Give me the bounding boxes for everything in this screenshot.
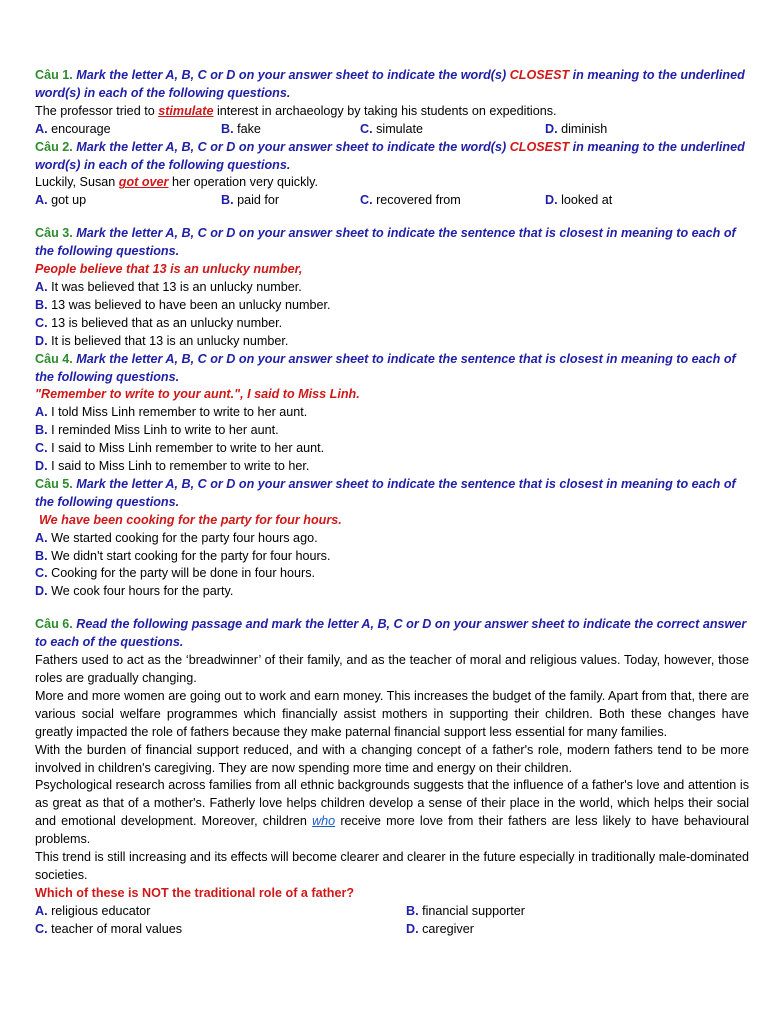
option-d[interactable] [35,583,749,601]
option-letter: C. [35,441,48,456]
option-text: paid for [237,193,280,208]
passage-paragraph-3: With the burden of financial support reduced, and with a changing concept of a father's role, modern fathers tend to be more involved in children's caregiving. They are now spending more time and energy on their children. [35,742,749,775]
option-letter: C. [35,921,48,936]
option-letter: A. [35,121,48,136]
option-text: I told Miss Linh remember to write to her aunt. [51,405,308,420]
question-6-options-row-2 [35,921,749,939]
option-text: diminish [561,121,608,136]
question-4-instruction: Mark the letter A, B, C or D on your answer sheet to indicate the sentence that is closest in meaning to each of the following questions. [35,351,736,384]
question-5 [35,476,749,601]
option-letter: A. [35,193,48,208]
question-1-instruction-b: in meaning to the underlined word(s) in each of the following questions. [35,68,745,100]
option-a[interactable] [35,404,749,422]
option-letter: C. [35,566,48,581]
option-text: I reminded Miss Linh to write to her aunt. [51,423,279,438]
option-d[interactable] [406,921,474,939]
passage-paragraph-1: Fathers used to act as the ‘breadwinner’ of their family, and as the teacher of moral and religious values. Today, however, those roles are gradually changing. [35,653,749,685]
option-b[interactable] [406,903,525,921]
option-letter: D. [35,584,48,599]
option-letter: B. [406,903,419,918]
option-d[interactable] [35,458,749,476]
option-text: It is believed that 13 is an unlucky number. [51,333,289,348]
option-letter: C. [360,193,373,208]
question-2-instruction-b: in meaning to the underlined word(s) in each of the following questions. [35,139,745,172]
option-c[interactable] [35,315,749,333]
question-5-label: Câu 5. [35,476,73,491]
option-text: 13 is believed that as an unlucky number. [51,315,283,330]
question-2-closest: CLOSEST [509,139,570,154]
question-3-header [35,225,749,261]
option-letter: D. [406,921,419,936]
option-b[interactable] [35,548,749,566]
passage-underlined-word: who [312,814,336,829]
option-c[interactable] [35,565,749,583]
question-1-stem-post: interest in archaeology by taking his students on expeditions. [217,103,557,118]
question-2 [35,139,749,211]
question-2-underlined-word: got over [118,175,169,190]
option-text: fake [237,121,261,136]
question-6 [35,616,749,938]
option-a[interactable] [35,530,749,548]
question-3-stem: People believe that 13 is an unlucky number, [35,262,303,277]
option-c[interactable] [35,921,406,939]
question-2-stem-pre: Luckily, Susan [35,175,116,190]
exam-page [35,67,749,939]
option-text: We didn't start cooking for the party for four hours. [51,548,331,563]
option-a[interactable] [35,903,406,921]
question-5-header [35,476,749,512]
question-1 [35,67,749,139]
option-text: encourage [51,121,111,136]
question-2-options [35,192,749,210]
question-4-stem: "Remember to write to your aunt.", I said to Miss Linh. [35,387,360,402]
question-1-stem [35,103,749,121]
question-5-instruction: Mark the letter A, B, C or D on your answer sheet to indicate the sentence that is closest in meaning to each of the following questions. [35,476,736,509]
option-text: financial supporter [422,903,526,918]
passage-paragraph-5: This trend is still increasing and its effects will become clearer and clearer in the future especially in traditionally male-dominated societies. [35,850,749,882]
option-b[interactable] [35,422,749,440]
question-3 [35,225,749,350]
option-text: recovered from [376,193,461,208]
option-d[interactable] [545,192,612,210]
passage-paragraph-4 [35,777,749,849]
option-text: I said to Miss Linh remember to write to her aunt. [51,441,325,456]
question-3-instruction: Mark the letter A, B, C or D on your answer sheet to indicate the sentence that is closest in meaning to each of the following questions. [35,226,736,259]
passage-p4-pre: Psychological research across families from all ethnic backgrounds suggests that the influence of a father's love and attention is as great as that of a mother's. Fatherly love helps children develop a sense of their place in the world, which helps their social and emotional development. Moreover, children [35,778,749,829]
option-a[interactable] [35,279,749,297]
question-5-stem: We have been cooking for the party for four hours. [39,512,342,527]
option-b[interactable] [221,192,360,210]
question-1-stem-pre: The professor tried to [35,103,155,118]
option-letter: B. [221,121,234,136]
option-text: I said to Miss Linh to remember to write to her. [51,459,310,474]
question-2-stem [35,174,749,192]
question-2-stem-post: her operation very quickly. [171,175,319,190]
option-c[interactable] [35,440,749,458]
option-text: We started cooking for the party four hours ago. [51,530,318,545]
option-letter: A. [35,530,48,545]
option-letter: D. [35,459,48,474]
option-letter: D. [545,193,558,208]
spacer [35,210,749,225]
option-d[interactable] [545,121,607,139]
question-6-instruction: Read the following passage and mark the letter A, B, C or D on your answer sheet to indicate the correct answer to each of the questions. [35,617,747,650]
option-b[interactable] [35,297,749,315]
question-1-instruction-a: Mark the letter A, B, C or D on your answer sheet to indicate the word(s) [76,68,507,82]
question-4-header [35,351,749,387]
option-a[interactable] [35,121,221,139]
option-letter: C. [360,121,373,136]
option-b[interactable] [221,121,360,139]
question-1-underlined-word: stimulate [158,103,214,118]
question-6-options-row-1 [35,903,749,921]
question-6-prompt: Which of these is NOT the traditional role of a father? [35,885,355,900]
option-a[interactable] [35,192,221,210]
option-text: looked at [561,193,613,208]
option-c[interactable] [360,121,545,139]
question-6-header [35,616,749,652]
option-text: simulate [376,121,423,136]
option-d[interactable] [35,333,749,351]
option-letter: C. [35,315,48,330]
option-text: religious educator [51,903,151,918]
option-letter: D. [545,121,558,136]
option-text: teacher of moral values [51,921,182,936]
option-letter: A. [35,405,48,420]
question-2-instruction-a: Mark the letter A, B, C or D on your answer sheet to indicate the word(s) [76,139,507,154]
option-letter: A. [35,279,48,294]
passage-p4-post: receive more love from their fathers are less likely to have behavioural problems. [35,814,750,847]
option-letter: A. [35,903,48,918]
option-c[interactable] [360,192,545,210]
option-text: got up [51,193,87,208]
option-text: 13 was believed to have been an unlucky number. [51,297,331,312]
question-1-header [35,67,749,103]
option-text: It was believed that 13 is an unlucky number. [51,279,302,294]
option-text: caregiver [422,921,474,936]
question-6-label: Câu 6. [35,617,73,632]
option-letter: B. [35,297,48,312]
option-letter: B. [221,193,234,208]
passage-paragraph-2: More and more women are going out to work and earn money. This increases the budget of the family. Apart from that, there are various social welfare programmes which financially assist mothers in supporting their children. Both these changes have greatly impacted the role of fathers because they make paternal financial support less essential for many families. [35,688,749,739]
question-4-label: Câu 4. [35,351,73,366]
question-4 [35,351,749,476]
option-text: Cooking for the party will be done in four hours. [51,566,316,581]
question-1-options [35,121,749,139]
option-letter: D. [35,333,48,348]
option-text: We cook four hours for the party. [51,584,234,599]
question-1-label: Câu 1. [35,68,73,82]
spacer [35,601,749,616]
option-letter: B. [35,548,48,563]
question-2-header [35,139,749,175]
question-3-label: Câu 3. [35,226,73,241]
option-letter: B. [35,423,48,438]
question-2-label: Câu 2. [35,139,73,154]
question-1-closest: CLOSEST [509,68,570,82]
